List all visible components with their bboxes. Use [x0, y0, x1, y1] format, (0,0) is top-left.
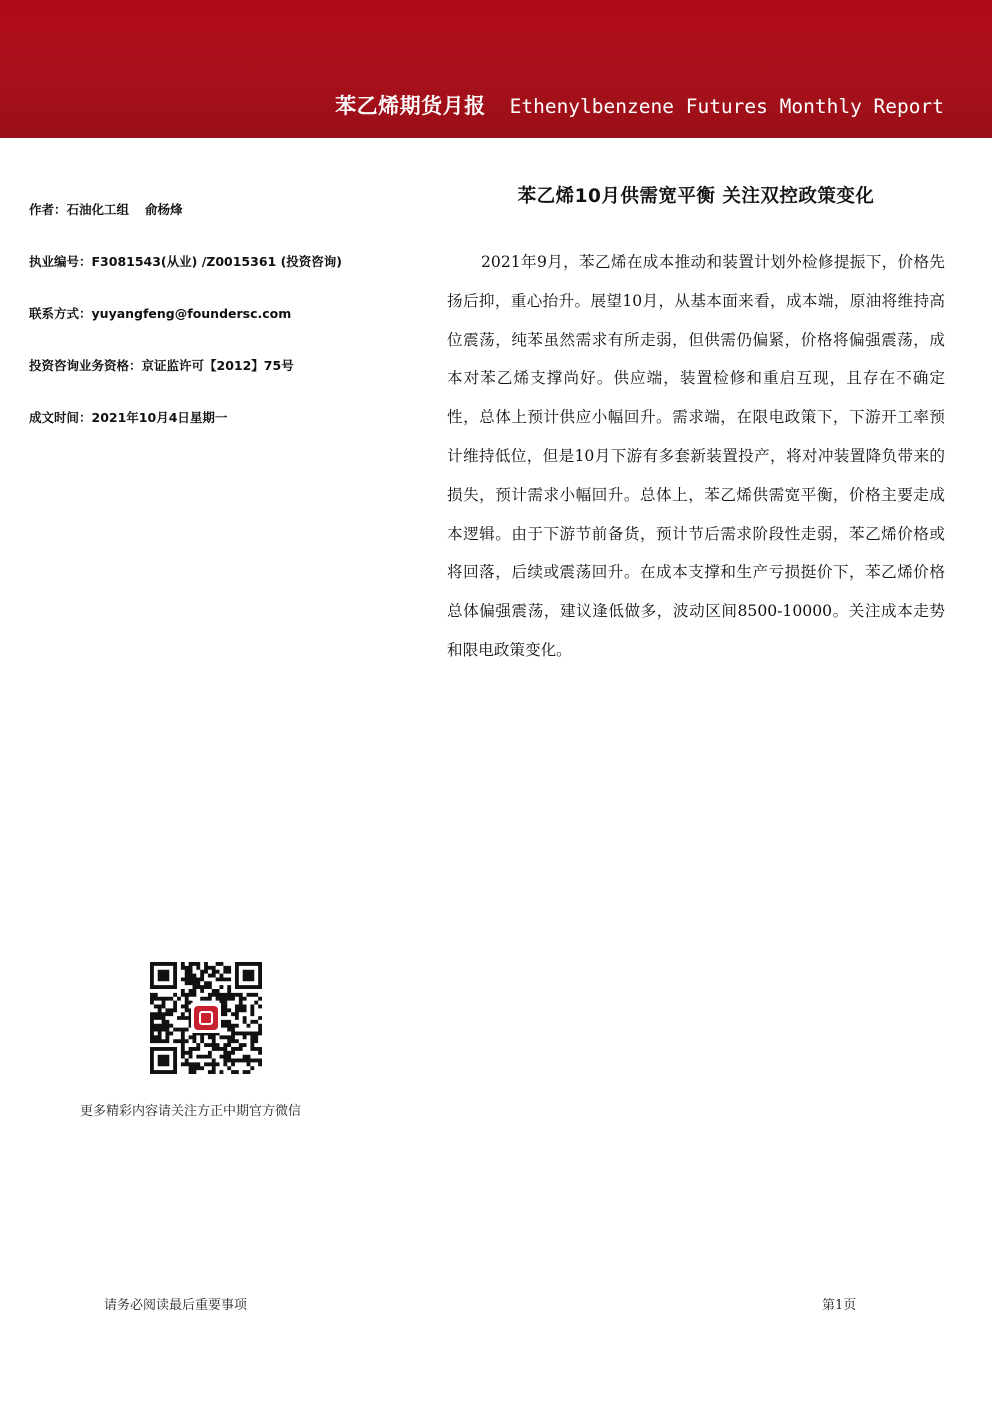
license-value: F3081543(从业) /Z0015361 (投资咨询): [91, 254, 343, 269]
author-row: [29, 200, 409, 252]
contact-email[interactable]: yuyangfeng@foundersc.com: [91, 306, 292, 321]
author-info: [29, 200, 409, 460]
footer-notice: 请务必阅读最后重要事项: [104, 1298, 248, 1313]
report-series-title: [335, 90, 944, 120]
company-logo-icon: [194, 1006, 218, 1030]
header-banner: [0, 0, 992, 138]
qr-code-graphic: [150, 962, 262, 1074]
page-number: 第1页: [822, 1298, 857, 1313]
license-row: [29, 252, 409, 304]
report-summary: 2021年9月，苯乙烯在成本推动和装置计划外检修提振下，价格先扬后抑，重心抬升。展望10月，从基本面来看，成本端，原油将维持高位震荡，纯苯虽然需求有所走弱，但供需仍偏紧，价格将偏强震荡，成本对苯乙烯支撑尚好。供应端，装置检修和重启互现，且存在不确定性，总体上预计供应小幅回升。需求端，在限电政策下，下游开工率预计维持低位，但是10月下游有多套新装置投产，将对冲装置降负带来的损失，预计需求小幅回升。总体上，苯乙烯供需宽平衡，价格主要走成本逻辑。由于下游节前备货，预计节后需求阶段性走弱，苯乙烯价格或将回落，后续或震荡回升。在成本支撑和生产亏损挺价下，苯乙烯价格总体偏强震荡，建议逢低做多，波动区间8500-10000。关注成本走势和限电政策变化。: [447, 253, 945, 659]
contact-label: 联系方式：: [29, 306, 92, 321]
qualification-label: 投资咨询业务资格：: [29, 358, 142, 373]
author-name: 俞杨烽: [145, 202, 183, 217]
contact-row: [29, 304, 409, 356]
author-group: 石油化工组: [66, 202, 130, 217]
qualification-value: 京证监许可【2012】75号: [141, 358, 294, 373]
license-label: 执业编号：: [29, 254, 92, 269]
series-title-cn: 苯乙烯期货月报: [335, 94, 486, 118]
series-title-en: Ethenylbenzene Futures Monthly Report: [509, 95, 944, 118]
date-row: [29, 408, 409, 460]
qualification-row: [29, 356, 409, 408]
wechat-qr-code: [150, 962, 262, 1074]
qr-caption: 更多精彩内容请关注方正中期官方微信: [80, 1104, 302, 1119]
report-title: 苯乙烯10月供需宽平衡 关注双控政策变化: [517, 186, 875, 207]
date-label: 成文时间：: [29, 410, 92, 425]
author-label: 作者：: [29, 202, 67, 217]
date-value: 2021年10月4日星期一: [91, 410, 228, 425]
